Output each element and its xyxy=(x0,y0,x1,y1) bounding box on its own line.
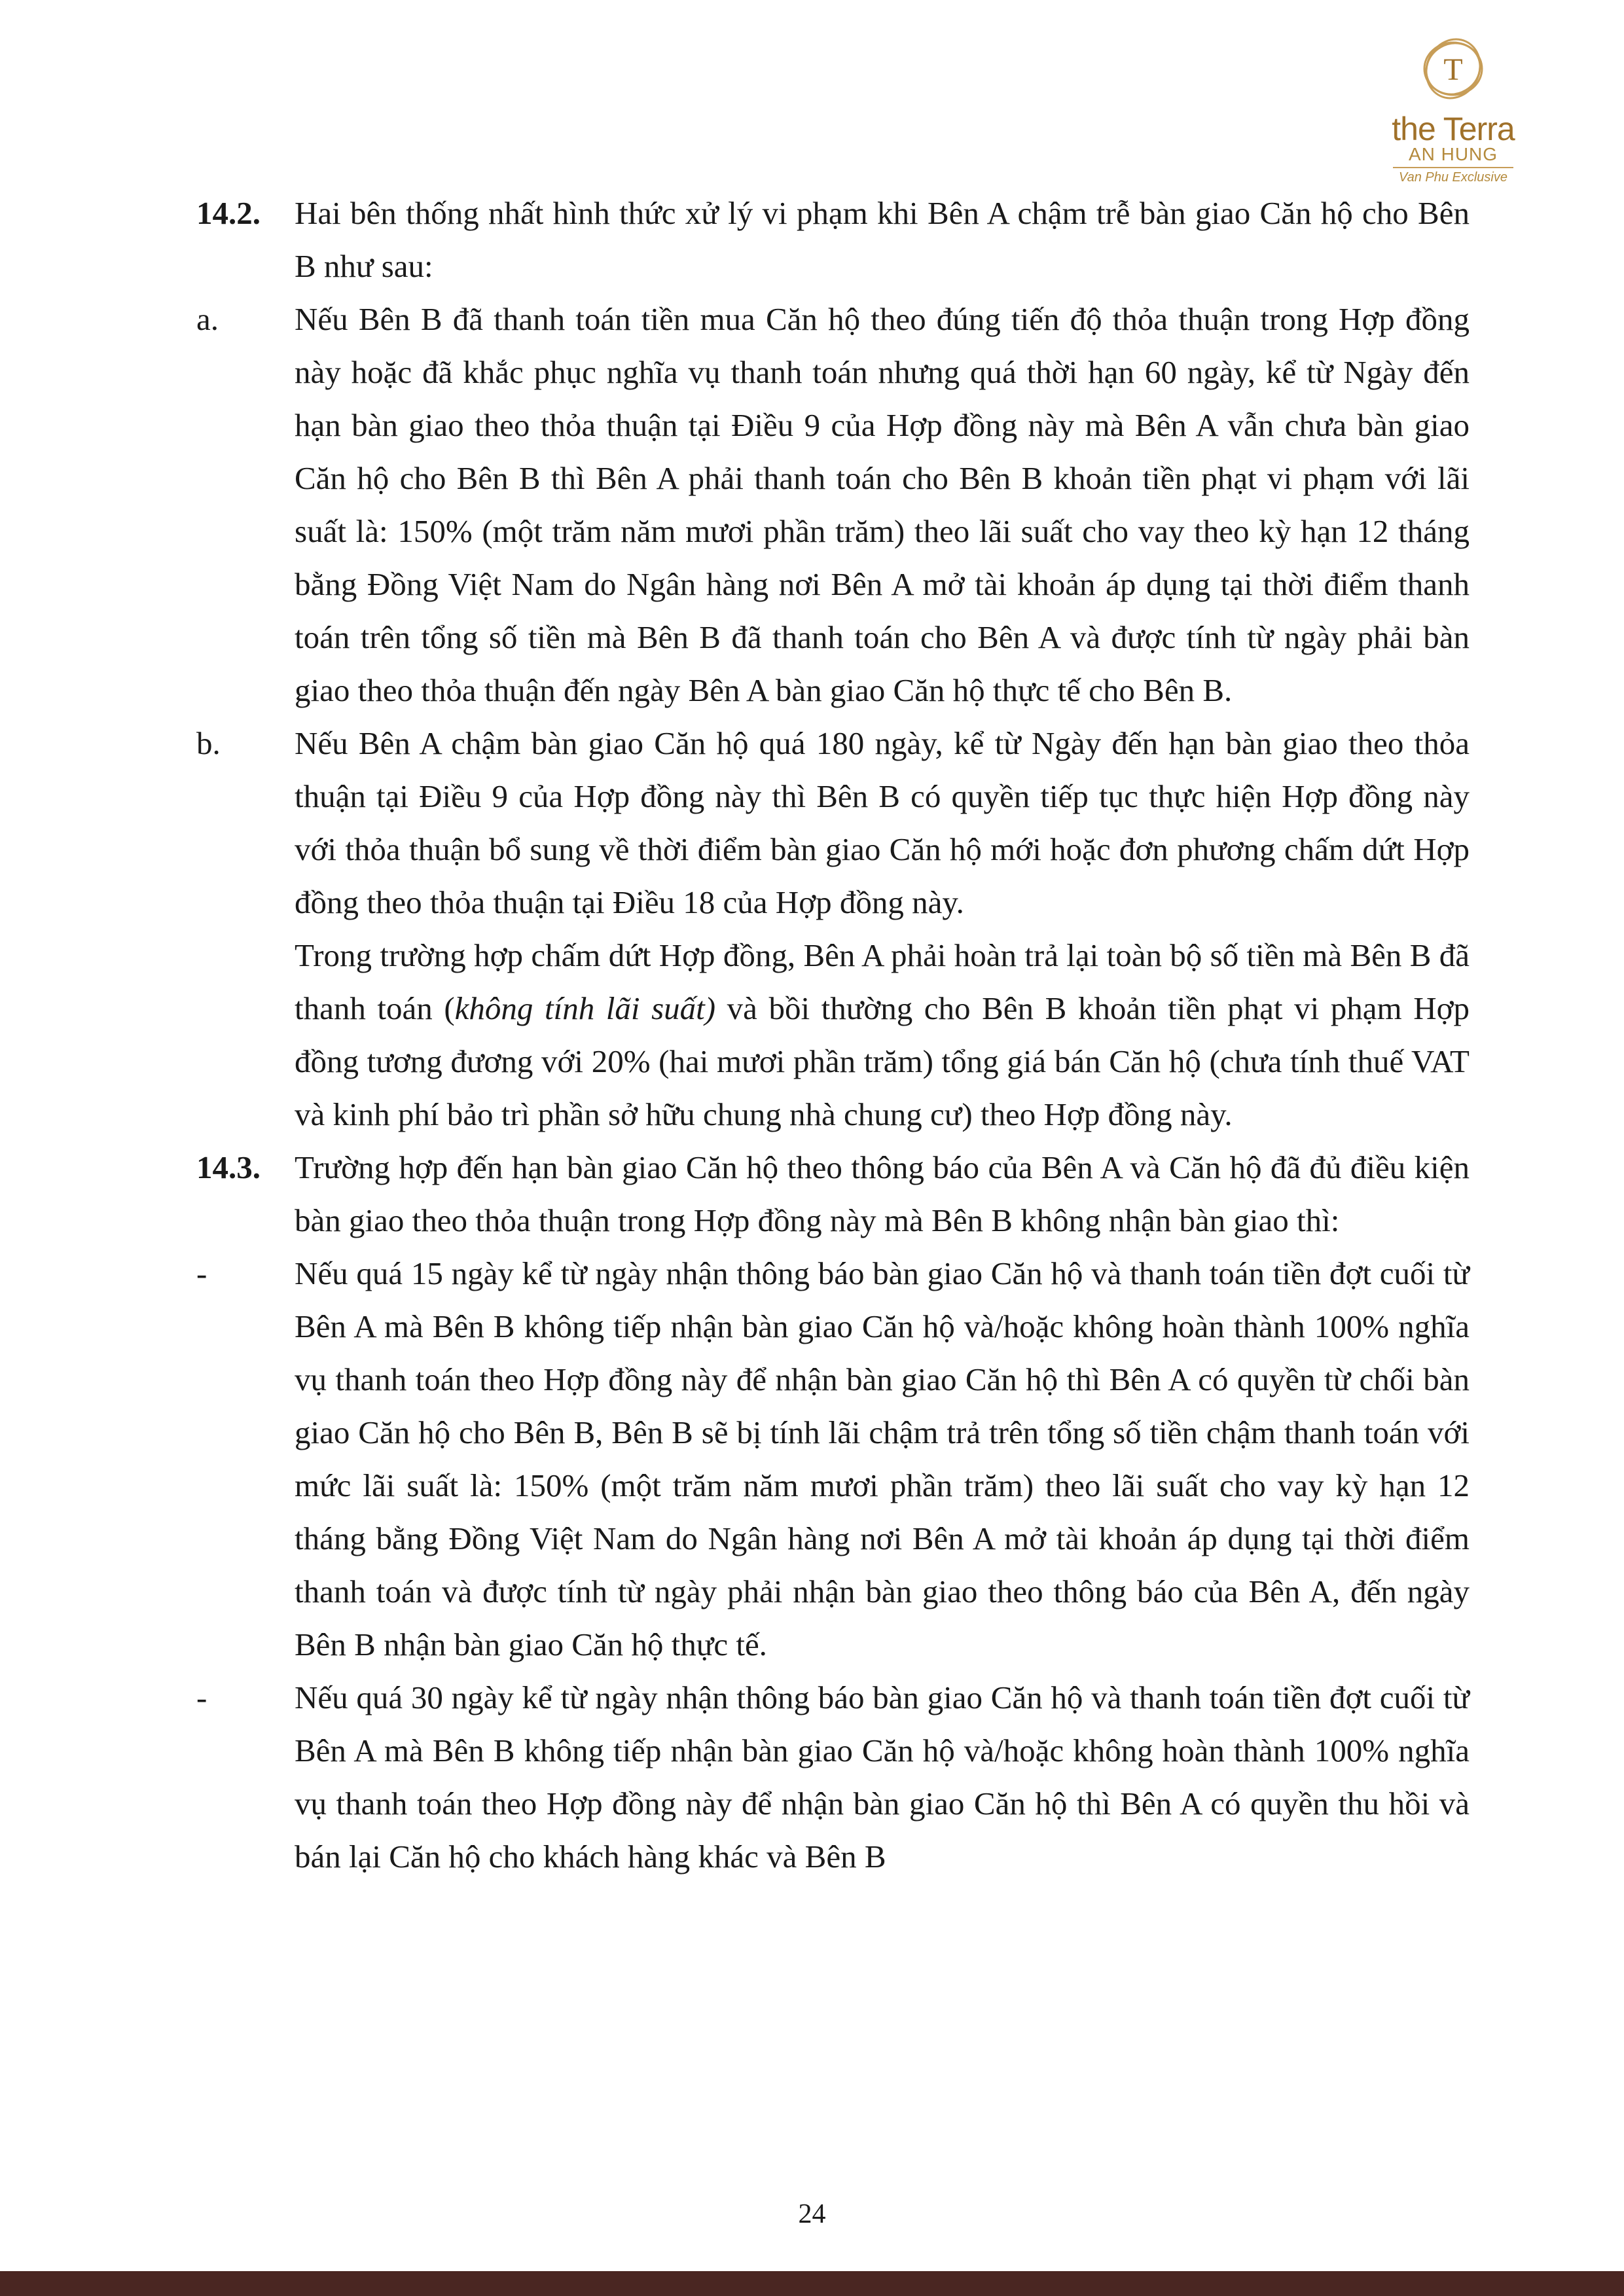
logo-emblem-icon xyxy=(1368,33,1538,111)
clause-item-b xyxy=(0,717,1624,929)
bullet-item-30-days xyxy=(0,1671,1624,1883)
clause-text: Hai bên thống nhất hình thức xử lý vi phạm khi Bên A chậm trễ bàn giao Căn hộ cho Bên B như sau: xyxy=(295,195,1470,284)
clause-item-b-continuation xyxy=(0,929,1624,1141)
page-number: 24 xyxy=(798,2199,826,2229)
item-text: Nếu Bên A chậm bàn giao Căn hộ quá 180 ngày, kể từ Ngày đến hạn bàn giao theo thỏa thuận tại Điều 9 của Hợp đồng này thì Bên B có quyền tiếp tục thực hiện Hợp đồng này với thỏa thuận bổ sung về thời điểm bàn giao Căn hộ mới hoặc đơn phương chấm dứt Hợp đồng theo thỏa thuận tại Điều 18 của Hợp đồng này. xyxy=(295,725,1470,920)
clause-item-a xyxy=(0,293,1624,717)
item-text-italic: không tính lãi suất) xyxy=(454,990,716,1026)
logo-emblem-letter: T xyxy=(1443,52,1463,87)
bullet-text: Nếu quá 30 ngày kể từ ngày nhận thông báo bàn giao Căn hộ và thanh toán tiền đợt cuối từ Bên A mà Bên B không tiếp nhận bàn giao Căn hộ và/hoặc không hoàn thành 100% nghĩa vụ thanh toán theo Hợp đồng này để nhận bàn giao Căn hộ thì Bên A có quyền thu hồi và bán lại Căn hộ cho khách hàng khác và Bên B xyxy=(295,1679,1470,1874)
item-text-before: Trong trường hợp chấm dứt Hợp đồng, Bên A phải hoàn trả lại toàn bộ số tiền mà Bên B đã thanh toán ( xyxy=(295,937,1470,1026)
document-body xyxy=(0,187,1624,1883)
clause-text: Trường hợp đến hạn bàn giao Căn hộ theo thông báo của Bên A và Căn hộ đã đủ điều kiện bàn giao theo thỏa thuận trong Hợp đồng này mà Bên B không nhận bàn giao thì: xyxy=(295,1149,1470,1238)
logo-subtitle: AN HUNG xyxy=(1408,144,1498,164)
clause-14-2 xyxy=(0,187,1624,293)
bullet-item-15-days xyxy=(0,1247,1624,1671)
logo-divider xyxy=(1393,167,1513,168)
logo-name: the Terra xyxy=(1392,111,1515,147)
clause-number: 14.3. xyxy=(196,1149,261,1185)
bullet-marker: - xyxy=(196,1255,208,1291)
bullet-marker: - xyxy=(196,1679,208,1715)
item-text: Nếu Bên B đã thanh toán tiền mua Căn hộ theo đúng tiến độ thỏa thuận trong Hợp đồng này hoặc đã khắc phục nghĩa vụ thanh toán nhưng quá thời hạn 60 ngày, kể từ Ngày đến hạn bàn giao theo thỏa thuận tại Điều 9 của Hợp đồng này mà Bên A vẫn chưa bàn giao Căn hộ cho Bên B thì Bên A phải thanh toán cho Bên B khoản tiền phạt vi phạm với lãi suất là: 150% (một trăm năm mươi phần trăm) theo lãi suất cho vay theo kỳ hạn 12 tháng bằng Đồng Việt Nam do Ngân hàng nơi Bên A mở tài khoản áp dụng tại thời điểm thanh toán trên tổng số tiền mà Bên B đã thanh toán cho Bên A và được tính từ ngày phải bàn giao theo thỏa thuận đến ngày Bên A bàn giao Căn hộ thực tế cho Bên B. xyxy=(295,301,1470,708)
clause-14-3 xyxy=(0,1141,1624,1247)
item-text-after: và bồi thường cho Bên B khoản tiền phạt vi phạm Hợp đồng tương đương với 20% (hai mươi phần trăm) tổng giá bán Căn hộ (chưa tính thuế VAT và kinh phí bảo trì phần sở hữu chung nhà chung cư) theo Hợp đồng này. xyxy=(295,990,1470,1132)
footer-bar xyxy=(0,2271,1624,2296)
item-marker: a. xyxy=(196,301,219,337)
bullet-text: Nếu quá 15 ngày kể từ ngày nhận thông báo bàn giao Căn hộ và thanh toán tiền đợt cuối từ Bên A mà Bên B không tiếp nhận bàn giao Căn hộ và/hoặc không hoàn thành 100% nghĩa vụ thanh toán theo Hợp đồng này để nhận bàn giao Căn hộ thì Bên A có quyền từ chối bàn giao Căn hộ cho Bên B, Bên B sẽ bị tính lãi chậm trả trên tổng số tiền chậm thanh toán với mức lãi suất là: 150% (một trăm năm mươi phần trăm) theo lãi suất cho vay kỳ hạn 12 tháng bằng Đồng Việt Nam do Ngân hàng nơi Bên A mở tài khoản áp dụng tại thời điểm thanh toán và được tính từ ngày phải nhận bàn giao theo thông báo của Bên A, đến ngày Bên B nhận bàn giao Căn hộ thực tế. xyxy=(295,1255,1470,1662)
company-logo xyxy=(1368,33,1538,190)
logo-tagline: Van Phu Exclusive xyxy=(1398,170,1507,185)
item-marker: b. xyxy=(196,725,221,761)
clause-number: 14.2. xyxy=(196,195,261,231)
